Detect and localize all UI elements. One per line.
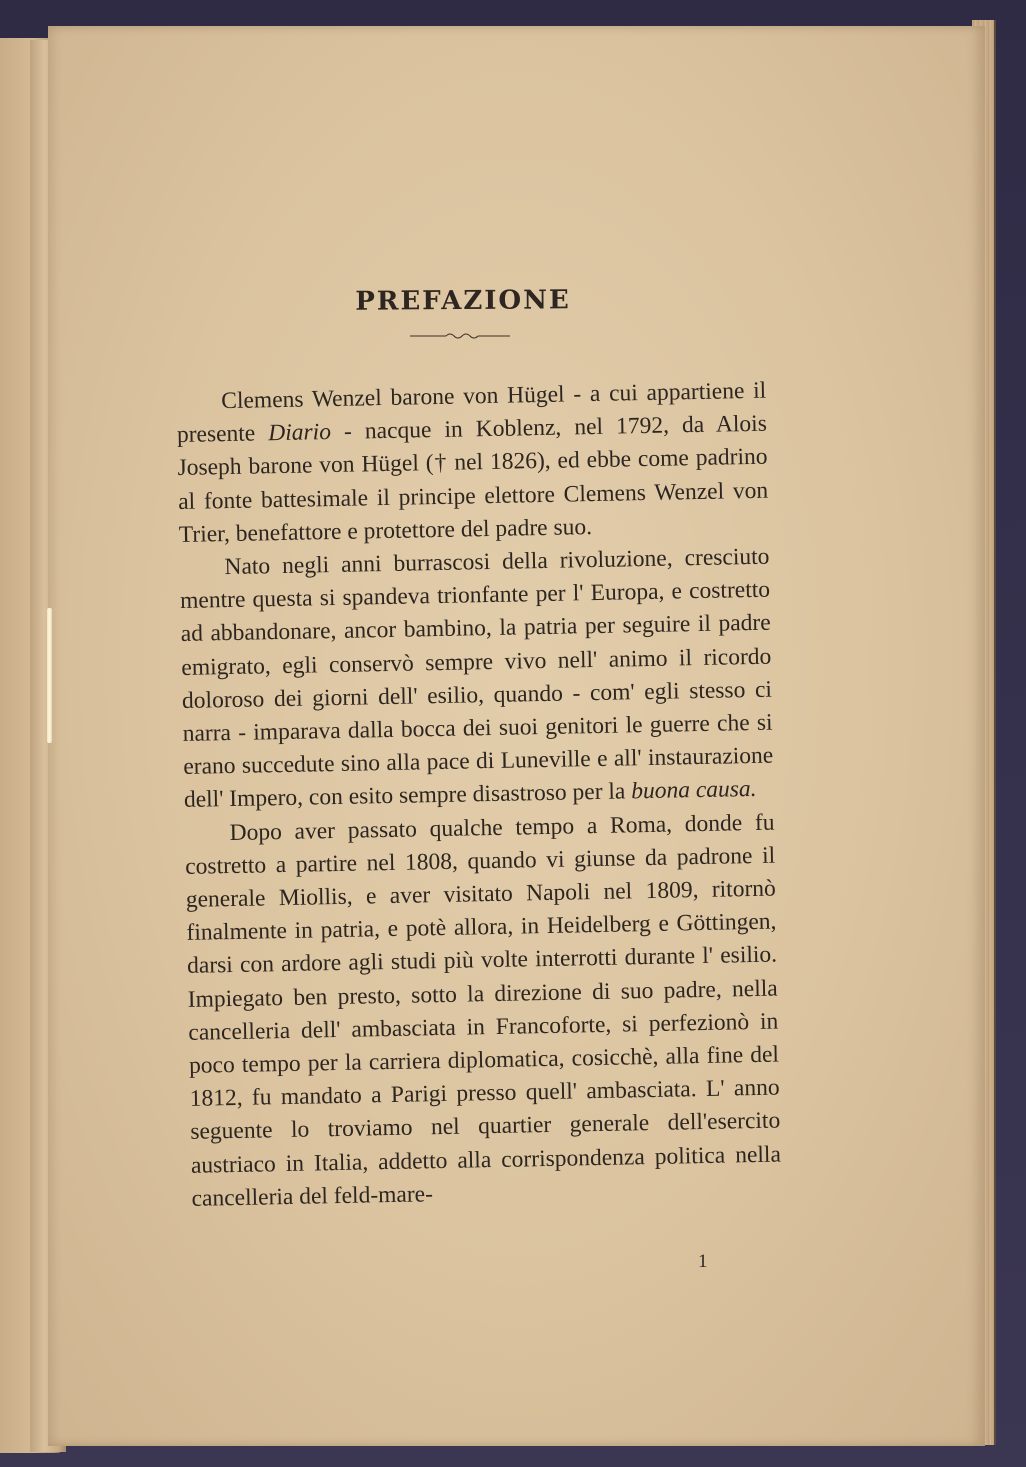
page-number: 1 [698, 1251, 708, 1272]
italic-title-diario: Diario [268, 419, 332, 447]
paragraph-2: Nato negli anni burrascosi della rivoluzione, cresciuto mentre questa si spandeva trionfante per l' Europa, e costretto ad abbandonare, ancor bambino, la patria per seguire il padre emigrato, egli conservò sempre vivo nell' animo il ricordo doloroso dei giorni dell' esilio, quando - com' egli stesso ci narra - imparava dalla bocca dei suoi genitori le guerre che si erano succedute sino alla pace di Luneville e all' instaurazione dell' Impero, con esito sempre disastroso per la buona causa. [179, 543, 774, 814]
page-title: PREFAZIONE [355, 285, 571, 317]
binding-thread [47, 608, 52, 743]
paragraph-1: Clemens Wenzel barone von Hügel - a cui appartiene il presente Diario - nacque in Koblenz, nel 1792, da Alois Joseph barone von Hügel († nel 1826), ed ebbe come padrino al fonte battesimale il principe elettore Clemens Wenzel von Trier, benefattore e protettore del padre suo. [176, 377, 769, 548]
title-ornament-divider [410, 331, 510, 341]
preface-text [176, 375, 782, 1216]
italic-buona-causa: buona causa. [630, 776, 757, 805]
paragraph-3: Dopo aver passato qualche tempo a Roma, donde fu costretto a partire nel 1808, quando vi giunse da padrone il generale Miollis, e aver visitato Napoli nel 1809, ritornò finalmente in patria, e potè allora, in Heidelberg e Göttingen, darsi con ardore agli studi più volte interrotti durante l' esilio. Impiegato ben presto, sotto la direzione di suo padre, nella cancelleria dell' ambasciata in Francoforte, si perfezionò in poco tempo per la carriera diplomatica, cosicchè, alla fine del 1812, fu mandato a Parigi presso quell' ambasciata. L' anno seguente lo troviamo nel quartier generale dell'esercito austriaco in Italia, addetto alla corrispondenza politica nella cancelleria del feld-mare- [184, 809, 782, 1212]
